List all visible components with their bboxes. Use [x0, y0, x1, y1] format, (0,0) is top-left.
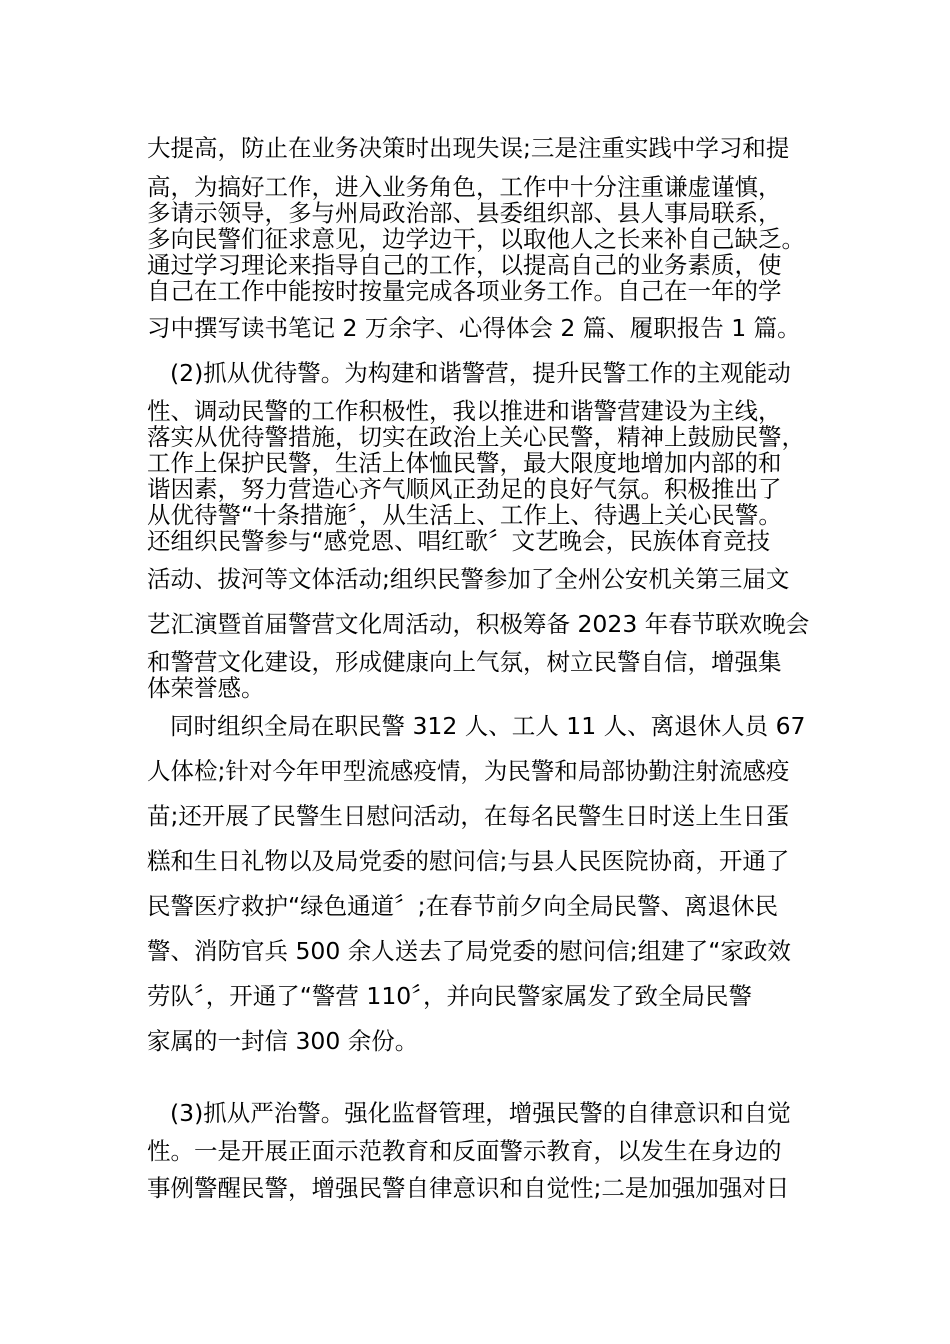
text-line: 高，为搞好工作，进入业务角色，工作中十分注重谦虚谨慎， — [147, 173, 782, 201]
text-line: 劳队〞，开通了“警营 110〞，并向民警家属发了致全局民警 — [147, 982, 752, 1010]
text-line: 人体检;针对今年甲型流感疫情，为民警和局部协勤注射流感疫 — [147, 757, 790, 785]
text-line: 落实从优待警措施，切实在政治上关心民警，精神上鼓励民警， — [147, 423, 805, 451]
text-line: 艺汇演暨首届警营文化周活动，积极筹备 2023 年春节联欢晚会 — [147, 610, 810, 638]
text-line: 苗;还开展了民警生日慰问活动，在每名民警生日时送上生日蛋 — [147, 802, 790, 830]
text-line: 性、调动民警的工作积极性，我以推进和谐警营建设为主线， — [147, 397, 782, 425]
text-line: 谐因素，努力营造心齐气顺风正劲足的良好气氛。积极推出了 — [147, 475, 782, 503]
text-line: 习中撰写读书笔记 2 万余字、心得体会 2 篇、履职报告 1 篇。 — [147, 314, 801, 342]
text-line: 警、消防官兵 500 余人送去了局党委的慰问信;组建了“家政效 — [147, 937, 791, 965]
text-line: 自己在工作中能按时按量完成各项业务工作。自己在一年的学 — [147, 277, 782, 305]
text-line: 性。一是开展正面示范教育和反面警示教育，以发生在身边的 — [147, 1137, 782, 1165]
text-line: 多向民警们征求意见，边学边干，以取他人之长来补自己缺乏。 — [147, 225, 805, 253]
text-line: 同时组织全局在职民警 312 人、工人 11 人、离退休人员 67 — [170, 712, 806, 740]
text-line: 事例警醒民警，增强民警自律意识和自觉性;二是加强加强对日 — [147, 1174, 790, 1202]
paragraph-heading: (2)抓从优待警。为构建和谐警营，提升民警工作的主观能动 — [170, 359, 791, 387]
text-line: 工作上保护民警，生活上体恤民警，最大限度地增加内部的和 — [147, 449, 782, 477]
text-line: 还组织民警参与“感党恩、唱红歌〞文艺晚会，民族体育竞技 — [147, 527, 771, 555]
text-line: 多请示领导，多与州局政治部、县委组织部、县人事局联系， — [147, 199, 782, 227]
text-line: 体荣誉感。 — [147, 674, 265, 702]
text-line: 大提高，防止在业务决策时出现失误;三是注重实践中学习和提 — [147, 134, 790, 162]
text-line: 从优待警“十条措施〞，从生活上、工作上、待遇上关心民警。 — [147, 501, 782, 529]
text-line: 和警营文化建设，形成健康向上气氛，树立民警自信，增强集 — [147, 648, 782, 676]
text-line: 民警医疗救护“绿色通道〞;在春节前夕向全局民警、离退休民 — [147, 892, 779, 920]
paragraph-heading: (3)抓从严治警。强化监督管理，增强民警的自律意识和自觉 — [170, 1099, 791, 1127]
text-line: 糕和生日礼物以及局党委的慰问信;与县人民医院协商，开通了 — [147, 847, 790, 875]
text-line: 家属的一封信 300 余份。 — [147, 1027, 419, 1055]
text-line: 通过学习理论来指导自己的工作，以提高自己的业务素质，使 — [147, 251, 782, 279]
text-line: 活动、拔河等文体活动;组织民警参加了全州公安机关第三届文 — [147, 565, 790, 593]
